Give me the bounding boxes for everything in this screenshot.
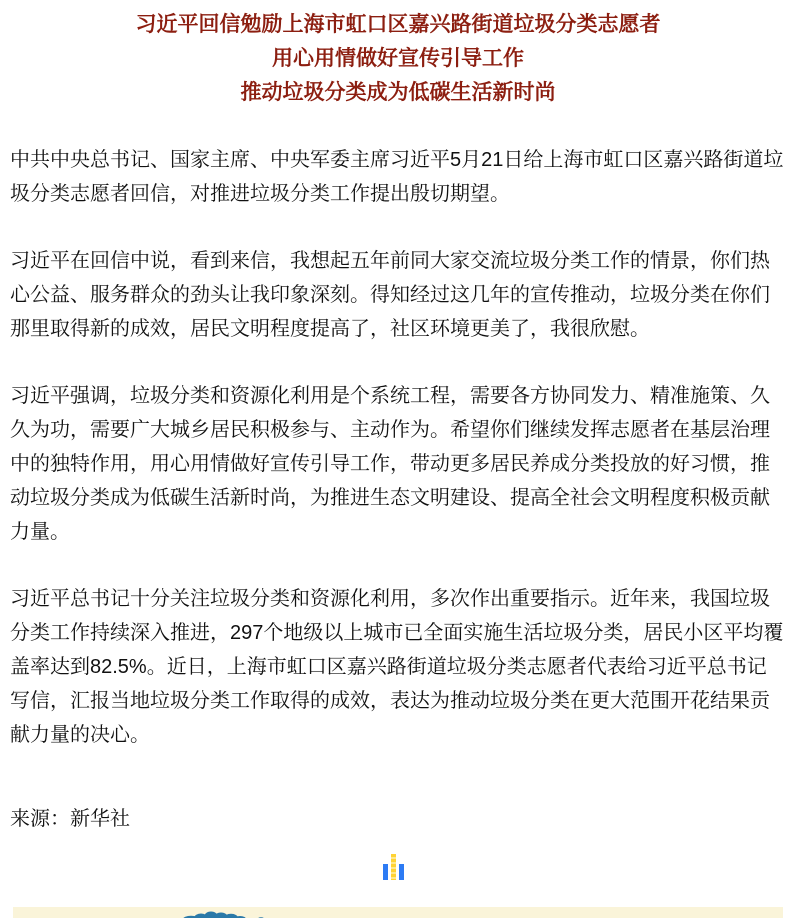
article-title-line-2: 用心用情做好宣传引导工作 bbox=[272, 47, 524, 70]
bar-chart-loading-icon bbox=[383, 854, 404, 880]
source-line: 来源：新华社 bbox=[10, 808, 130, 830]
article-paragraph-4: 习近平总书记十分关注垃圾分类和资源化利用，多次作出重要指示。近年来，我国垃圾分类工作持续深入推进，297个地级以上城市已全面实施生活垃圾分类，居民小区平均覆盖率达到82.5%。近日，上海市虹口区嘉兴路街道垃圾分类志愿者代表给习近平总书记写信，汇报当地垃圾分类工作取得的成效，表达为推动垃圾分类在更大范围开花结果贡献力量的决心。 bbox=[10, 588, 784, 746]
article-paragraph-2: 习近平在回信中说，看到来信，我想起五年前同大家交流垃圾分类工作的情景，你们热心公益、服务群众的劲头让我印象深刻。得知经过这几年的宣传推动，垃圾分类在你们那里取得新的成效，居民文明程度提高了，社区环境更美了，我很欣慰。 bbox=[10, 250, 770, 340]
article-title bbox=[10, 8, 786, 110]
loading-bar-middle bbox=[391, 854, 396, 880]
article-paragraph-3: 习近平强调，垃圾分类和资源化利用是个系统工程，需要各方协同发力、精准施策、久久为功，需要广大城乡居民积极参与、主动作为。希望你们继续发挥志愿者在基层治理中的独特作用，用心用情做好宣传引导工作，带动更多居民养成分类投放的好习惯，推动垃圾分类成为低碳生活新时尚，为推进生态文明建设、提高全社会文明程度积极贡献力量。 bbox=[10, 385, 770, 543]
article-paragraph-1: 中共中央总书记、国家主席、中央军委主席习近平5月21日给上海市虹口区嘉兴路街道垃圾分类志愿者回信，对推进垃圾分类工作提出殷切期望。 bbox=[10, 149, 784, 205]
article-title-line-3: 推动垃圾分类成为低碳生活新时尚 bbox=[240, 81, 556, 104]
image-loading-indicator bbox=[10, 854, 786, 880]
loading-bar-right bbox=[399, 864, 404, 880]
article-title-line-1: 习近平回信勉励上海市虹口区嘉兴路街道垃圾分类志愿者 bbox=[135, 13, 661, 36]
treetop-silhouette-icon bbox=[183, 910, 268, 918]
article-image[interactable] bbox=[13, 907, 783, 918]
loading-bar-left bbox=[383, 864, 388, 880]
